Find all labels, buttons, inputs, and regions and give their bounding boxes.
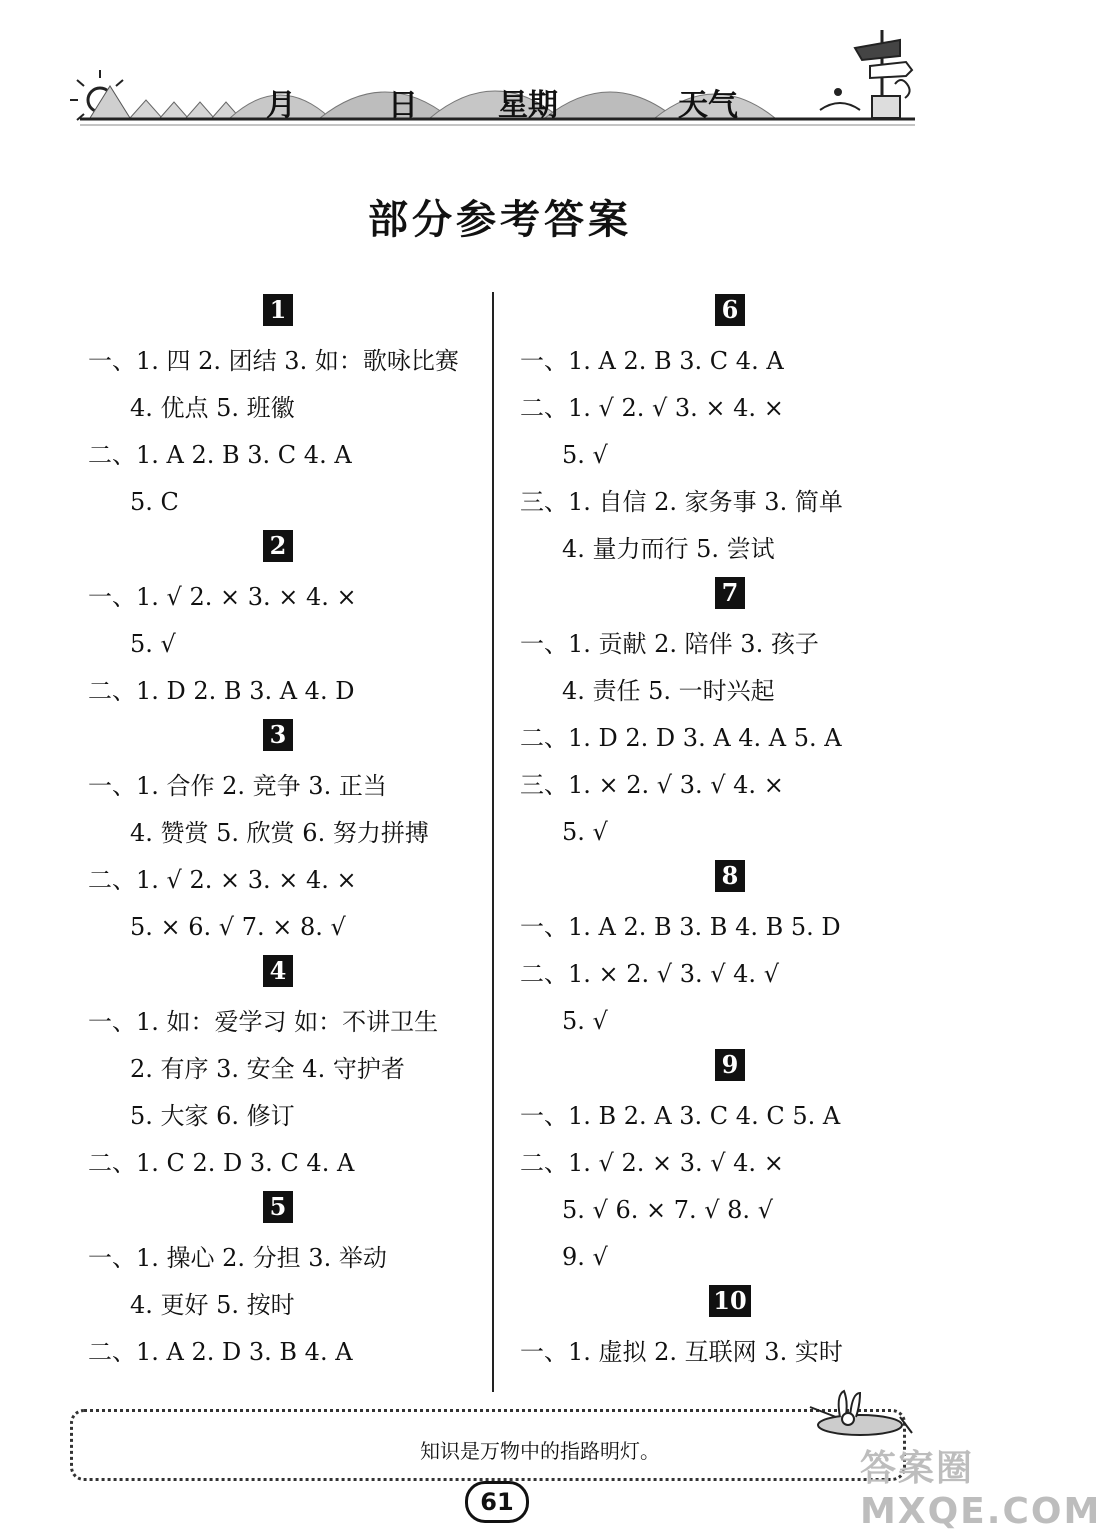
day-label: 日 [388,88,418,123]
section-number-badge: 8 [715,860,745,892]
section-number-badge: 3 [263,719,293,751]
rabbit-plane-icon [800,1387,920,1447]
answer-line: 5. 大家 6. 修订 [130,1102,295,1130]
section-header [520,290,940,332]
answer-line: 二、1. A 2. B 3. C 4. A [88,441,352,469]
section-number-badge: 7 [715,577,745,609]
answer-line: 5. √ 6. × 7. √ 8. √ [562,1196,773,1224]
section-header [520,573,940,615]
answer-line: 2. 有序 3. 安全 4. 守护者 [130,1055,405,1083]
answer-line: 二、1. √ 2. × 3. √ 4. × [520,1149,784,1177]
answer-line: 4. 责任 5. 一时兴起 [562,677,775,705]
site-watermark: 答案圈 MXQE.COM [860,1448,1101,1532]
answer-line: 二、1. A 2. D 3. B 4. A [88,1338,353,1366]
answer-line: 二、1. D 2. D 3. A 4. A 5. A [520,724,842,752]
section-number-badge: 5 [263,1191,293,1223]
answer-line: 一、1. √ 2. × 3. × 4. × [88,583,357,611]
answer-line: 一、1. 操心 2. 分担 3. 举动 [88,1244,387,1272]
answer-line: 4. 赞赏 5. 欣赏 6. 努力拼搏 [130,819,429,847]
answer-line: 二、1. D 2. B 3. A 4. D [88,677,355,705]
answer-line: 5. C [130,488,179,516]
answer-line: 5. √ [562,1007,608,1035]
section-header [88,1187,468,1229]
column-divider [492,292,494,1392]
section-number-badge: 4 [263,955,293,987]
answer-line: 三、1. × 2. √ 3. √ 4. × [520,771,784,799]
answer-line: 4. 优点 5. 班徽 [130,394,295,422]
section-header [88,715,468,757]
answer-line: 9. √ [562,1243,608,1271]
footer-quote: 知识是万物中的指路明灯。 [420,1439,660,1463]
section-header [88,951,468,993]
answer-line: 二、1. √ 2. √ 3. × 4. × [520,394,784,422]
section-header [88,290,468,332]
month-label: 月 [266,88,296,123]
answer-line: 一、1. 虚拟 2. 互联网 3. 实时 [520,1338,843,1366]
answer-line: 二、1. √ 2. × 3. × 4. × [88,866,357,894]
answer-line: 4. 量力而行 5. 尝试 [562,535,775,563]
answer-line: 5. × 6. √ 7. × 8. √ [130,913,346,941]
answer-line: 三、1. 自信 2. 家务事 3. 简单 [520,488,843,516]
answer-line: 一、1. 四 2. 团结 3. 如：歌咏比赛 [88,347,459,375]
signpost-icon [820,30,912,118]
right-answer-column [520,290,940,1376]
answer-line: 二、1. × 2. √ 3. √ 4. √ [520,960,779,988]
answer-line: 一、1. 如：爱学习 如：不讲卫生 [88,1008,439,1036]
section-header [88,526,468,568]
answer-line: 4. 更好 5. 按时 [130,1291,295,1319]
weather-label: 天气 [678,88,738,123]
answer-line: 一、1. A 2. B 3. C 4. A [520,347,784,375]
section-header [520,1281,940,1323]
answer-line: 一、1. A 2. B 3. B 4. B 5. D [520,913,841,941]
answer-line: 一、1. 合作 2. 竞争 3. 正当 [88,772,387,800]
answer-line: 二、1. C 2. D 3. C 4. A [88,1149,355,1177]
section-number-badge: 2 [263,530,293,562]
answer-line: 5. √ [562,818,608,846]
left-answer-column [88,290,468,1376]
page-title: 部分参考答案 [368,196,632,243]
answer-line: 5. √ [562,441,608,469]
weekday-label: 星期 [498,88,558,123]
section-number-badge: 9 [715,1049,745,1081]
section-number-badge: 1 [263,294,293,326]
section-number-badge: 6 [715,294,745,326]
page-number: 61 [465,1481,529,1523]
section-header [520,1045,940,1087]
page-footer [70,1395,910,1515]
answer-line: 一、1. 贡献 2. 陪伴 3. 孩子 [520,630,819,658]
section-number-badge: 10 [709,1285,751,1317]
page-header [0,0,1054,140]
answer-line: 5. √ [130,630,176,658]
answer-line: 一、1. B 2. A 3. C 4. C 5. A [520,1102,841,1130]
section-header [520,856,940,898]
